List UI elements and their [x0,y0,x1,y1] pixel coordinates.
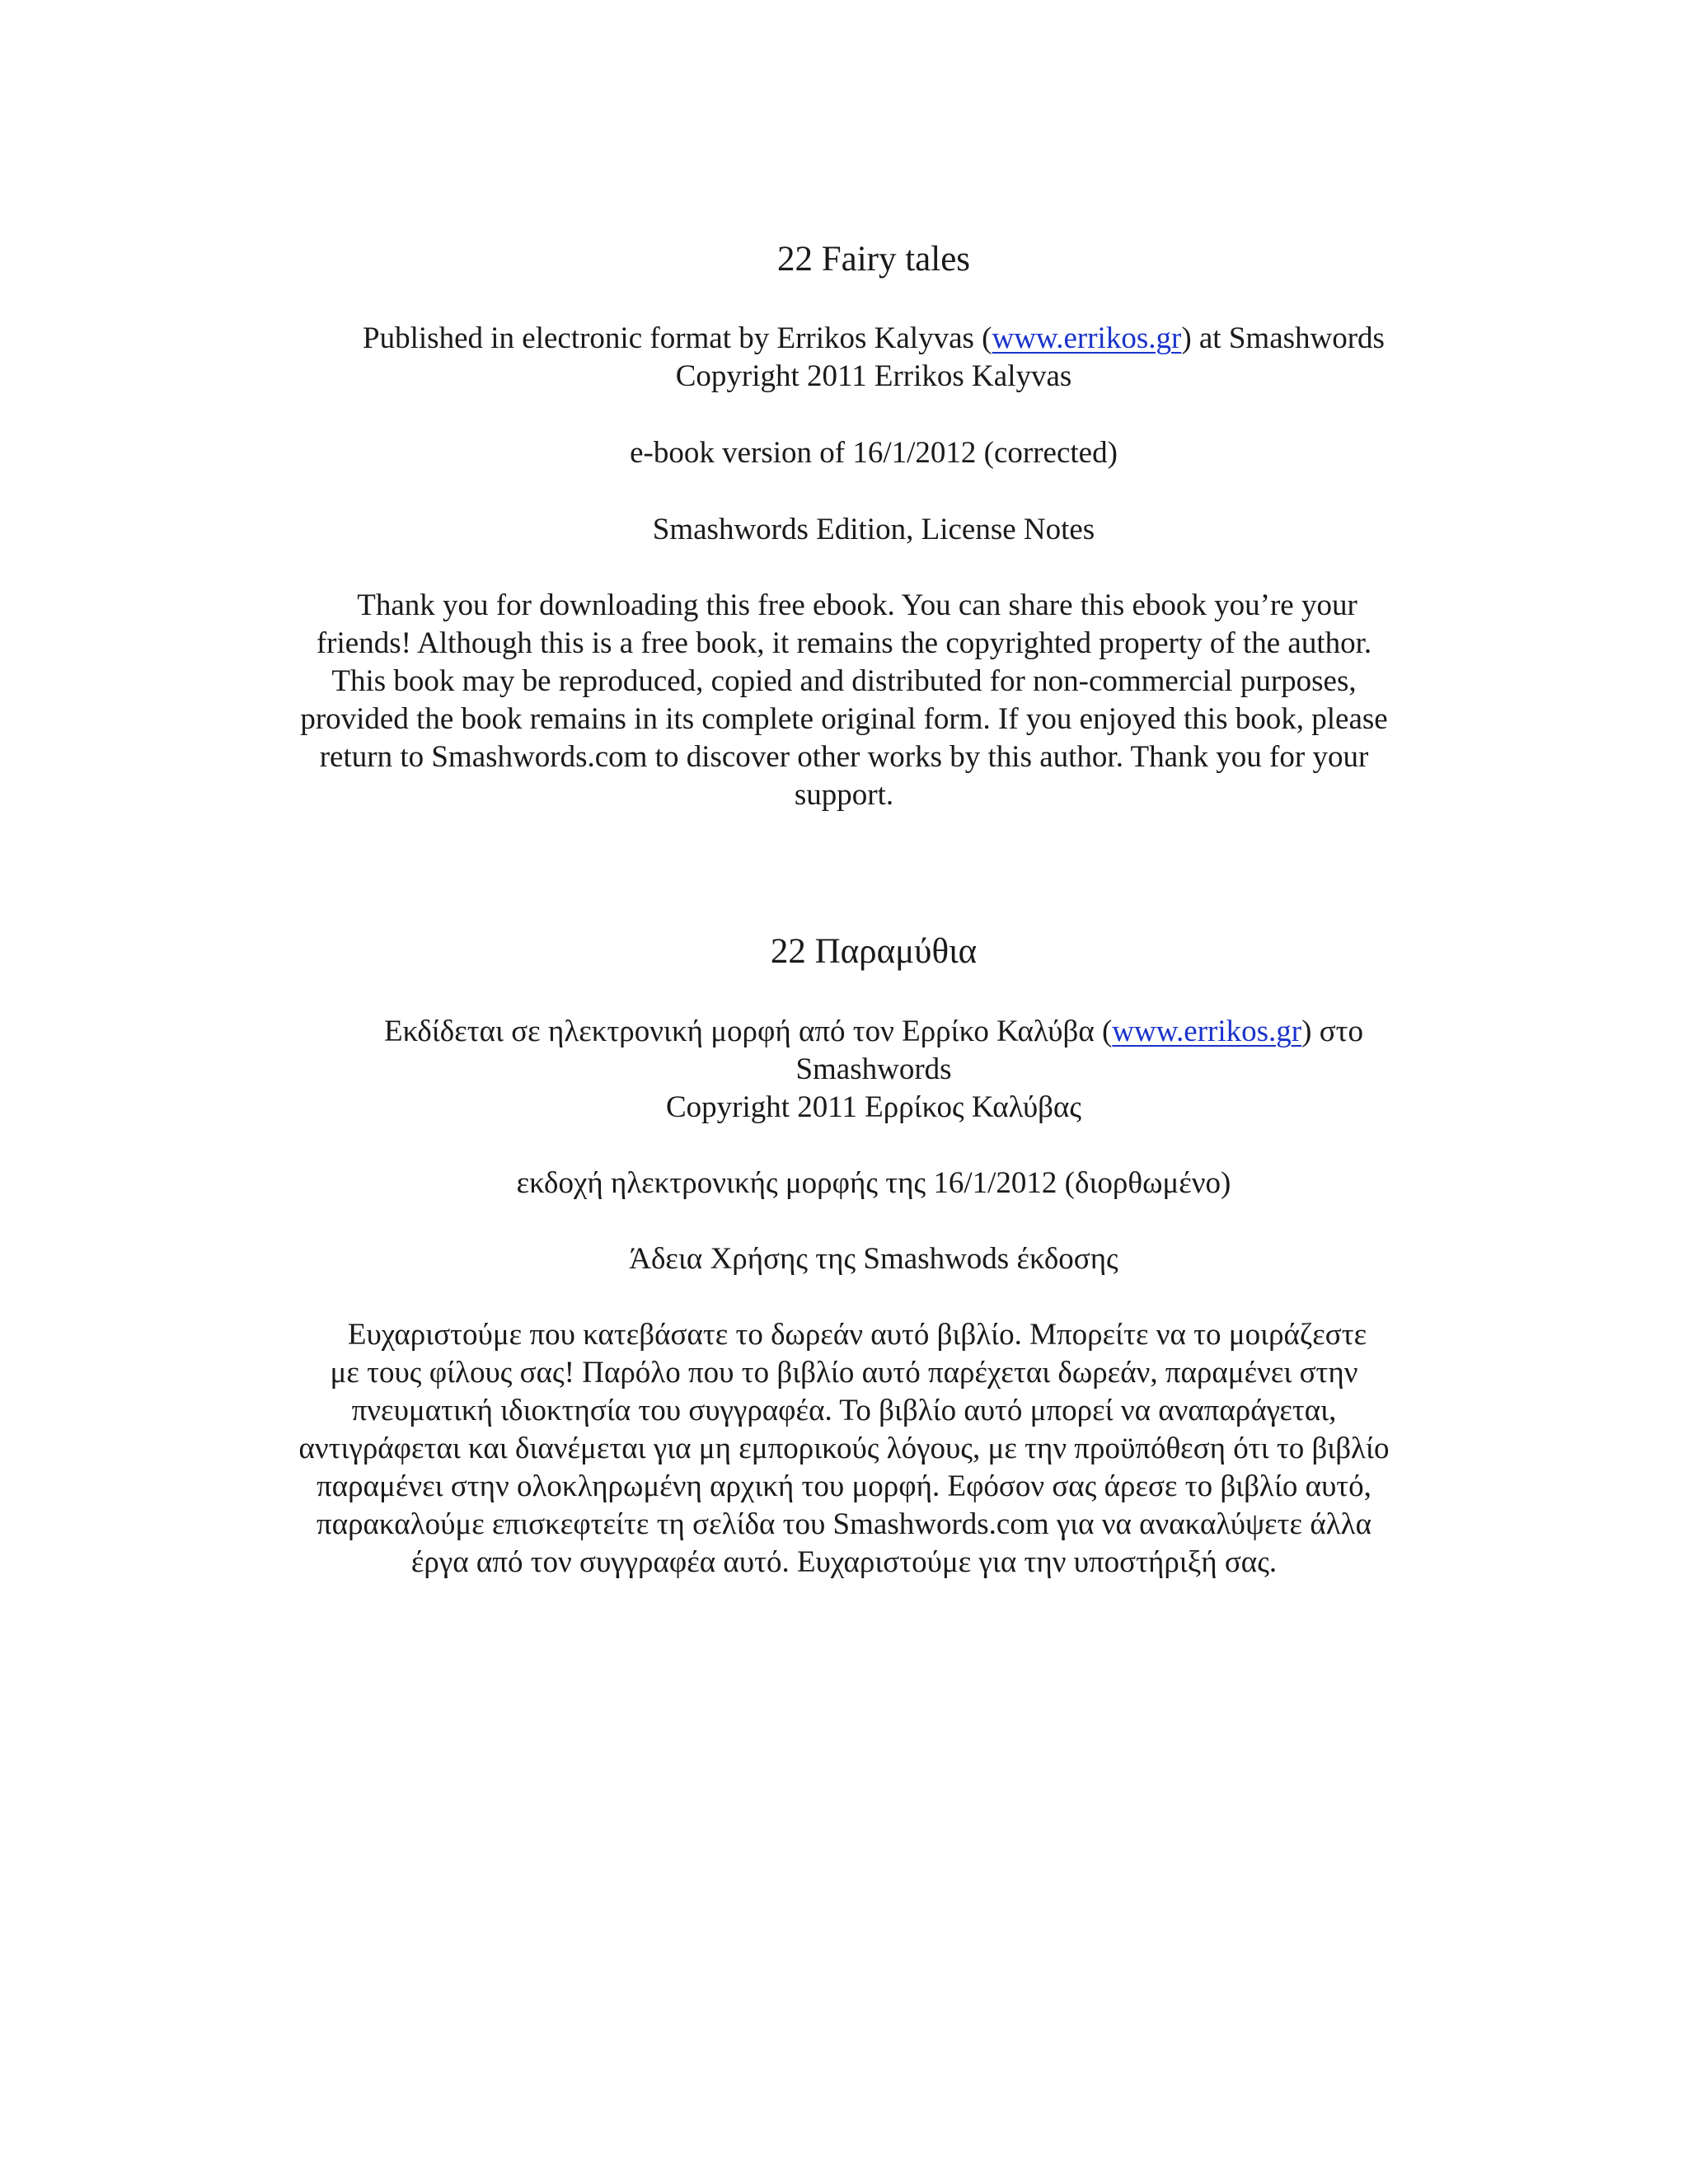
greek-license-line: παραμένει στην ολοκληρωμένη αρχική του μορφή. Εφόσον σας άρεσε το βιβλίο αυτό, [316,1469,1372,1503]
greek-published-prefix: Εκδίδεται σε ηλεκτρονική μορφή από τον Ερρίκο Καλύβα ( [383,1015,1113,1048]
english-license-line: This book may be reproduced, copied and distributed for non-commercial purposes, [331,664,1357,698]
english-title: 22 Fairy tales [776,240,971,279]
greek-published-line2: Smashwords [795,1052,952,1086]
english-license-heading: Smashwords Edition, License Notes [652,513,1095,546]
english-license-line: return to Smashwords.com to discover other works by this author. Thank you for your [319,740,1369,774]
greek-published-line [0,1013,1688,1051]
english-license-line: friends! Although this is a free book, it remains the copyrighted property of the author. [316,626,1372,660]
english-license-line: Thank you for downloading this free ebook. You can share this ebook you’re your [357,588,1357,622]
english-license-paragraph [0,587,1688,814]
english-published-prefix: Published in electronic format by Errikos Kalyvas ( [363,321,992,355]
greek-published-suffix: ) στο [1301,1015,1364,1048]
greek-license-line: αντιγράφεται και διανέμεται για μη εμπορικούς λόγους, με την προϋπόθεση ότι το βιβλίο [298,1432,1390,1465]
greek-version: εκδοχή ηλεκτρονικής μορφής της 16/1/2012 (διορθωμένο) [516,1166,1231,1200]
greek-license-paragraph [0,1316,1688,1582]
greek-website-link[interactable]: www.errikos.gr [1112,1015,1302,1048]
english-published-line [0,320,1688,358]
greek-license-line: με τους φίλους σας! Παρόλο που το βιβλίο αυτό παρέχεται δωρεάν, παραμένει στην [330,1356,1358,1390]
greek-copyright: Copyright 2011 Ερρίκος Καλύβας [665,1090,1082,1124]
english-version: e-book version of 16/1/2012 (corrected) [630,436,1118,470]
greek-license-line: έργα από τον συγγραφέα αυτό. Ευχαριστούμε για την υποστήριξή σας. [410,1545,1278,1579]
english-published-suffix: ) at Smashwords [1181,321,1385,355]
english-website-link[interactable]: www.errikos.gr [992,321,1182,355]
greek-license-line: παρακαλούμε επισκεφτείτε τη σελίδα του Smashwords.com για να ανακαλύψετε άλλα [316,1507,1372,1541]
greek-title: 22 Παραμύθια [770,932,978,971]
english-license-line: support. [794,778,894,812]
greek-license-heading: Άδεια Χρήσης της Smashwods έκδοσης [629,1242,1118,1276]
greek-license-line: Ευχαριστούμε που κατεβάσατε το δωρεάν αυτό βιβλίο. Μπορείτε να το μοιράζεστε [347,1318,1367,1352]
greek-license-line: πνευματική ιδιοκτησία του συγγραφέα. Το βιβλίο αυτό μπορεί να αναπαράγεται, [351,1394,1337,1427]
english-license-line: provided the book remains in its complete original form. If you enjoyed this book, please [300,702,1388,736]
english-copyright: Copyright 2011 Errikos Kalyvas [675,359,1072,393]
